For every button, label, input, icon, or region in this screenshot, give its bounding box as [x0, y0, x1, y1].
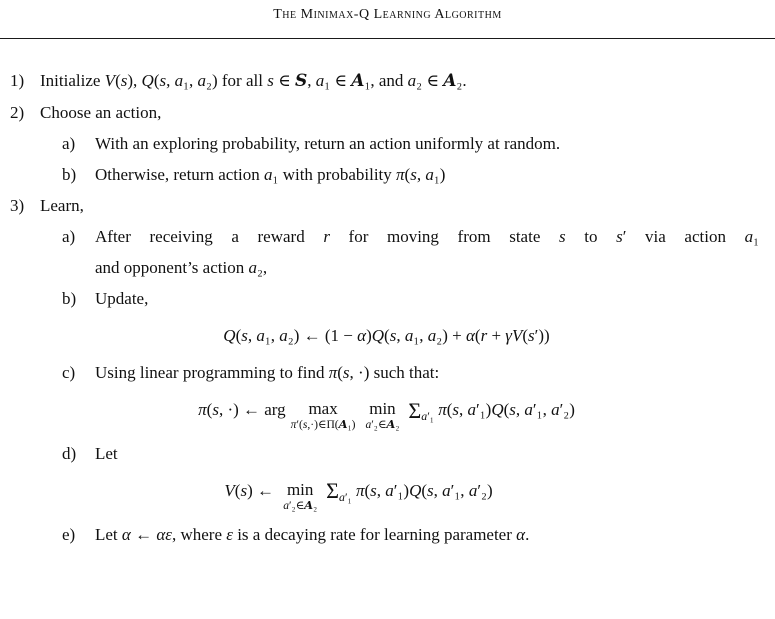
step-number: 1)	[10, 71, 25, 90]
step-3c	[8, 357, 765, 388]
math-run	[745, 227, 759, 246]
math-upright: ′₁)	[476, 400, 492, 419]
text-run: , where	[171, 524, 227, 544]
math-upright: )	[366, 326, 372, 345]
math-run	[313, 499, 317, 512]
text-run: With an exploring probability, return an action uniformly at random.	[95, 134, 561, 153]
math-variable: s	[302, 418, 308, 432]
math-upright: (	[234, 480, 241, 500]
math-variable: s	[509, 400, 516, 419]
math-variable: α	[121, 524, 131, 544]
operator-limits	[366, 418, 400, 431]
math-upright: ₁ ∈	[324, 71, 352, 90]
text-run: and opponent’s action	[95, 258, 249, 277]
math-variable: a	[248, 258, 257, 277]
math-upright: ₂	[313, 499, 318, 512]
step-text	[95, 283, 765, 314]
figure-title: The Minimax-Q Learning Algorithm	[273, 7, 502, 22]
math-variable: a	[365, 418, 372, 432]
limit-operator	[366, 400, 400, 431]
math-run	[223, 326, 549, 345]
math-variable: s	[342, 363, 350, 382]
math-upright: ₂	[395, 418, 400, 432]
math-run	[224, 481, 278, 500]
math-upright: +	[487, 326, 506, 345]
math-upright: ,	[396, 326, 405, 345]
math-upright: ′	[622, 227, 627, 246]
math-run	[105, 71, 218, 90]
subscript-run	[339, 490, 352, 504]
equation-value	[0, 475, 737, 513]
operator-limits	[291, 418, 356, 431]
math-variable: a	[197, 71, 207, 90]
text-run: for all	[217, 71, 268, 90]
calligraphic-symbol: A	[443, 71, 457, 91]
step-text	[40, 97, 765, 128]
math-upright: (	[446, 400, 453, 419]
math-variable: a	[468, 480, 478, 500]
math-variable: π	[290, 418, 297, 432]
step-letter: a)	[62, 134, 76, 153]
math-upright: ′₁)	[393, 480, 410, 500]
text-run: Otherwise, return action	[95, 165, 264, 184]
math-variable: a	[174, 71, 184, 90]
math-upright: ₁,	[183, 71, 198, 90]
math-variable: a	[551, 400, 560, 419]
text-run: via action	[626, 227, 745, 246]
math-upright: ′₂∈	[371, 418, 387, 432]
text-run: to	[565, 227, 617, 246]
math-variable: α	[357, 326, 367, 345]
math-variable: s	[120, 71, 128, 90]
step-letter: b)	[62, 165, 77, 184]
math-upright: ₂ ∈	[416, 71, 444, 90]
limit-operator	[291, 400, 356, 431]
math-run	[283, 499, 304, 512]
math-upright: ₁	[364, 71, 371, 90]
math-run	[267, 71, 295, 90]
math-variable: s	[616, 227, 623, 246]
sum-operator: Σ	[408, 397, 422, 423]
step-text	[95, 519, 765, 550]
step-2b	[8, 159, 765, 190]
math-variable: s	[240, 480, 248, 500]
sum-operator: Σ	[326, 478, 339, 504]
math-variable: r	[323, 227, 330, 246]
math-upright: ₁,	[264, 326, 280, 345]
math-run	[122, 525, 172, 544]
step-3	[8, 190, 765, 221]
math-variable: a	[427, 326, 437, 345]
math-run	[366, 418, 387, 431]
math-variable: s	[241, 326, 248, 345]
math-variable: a	[279, 326, 288, 345]
math-run	[352, 481, 493, 500]
step-letter: e)	[62, 524, 76, 544]
math-run	[291, 418, 339, 431]
text-run: such that:	[369, 363, 440, 382]
step-text	[95, 159, 765, 190]
math-upright: ′₂)	[477, 480, 493, 500]
math-upright: (	[364, 480, 371, 500]
math-variable: a	[407, 71, 417, 90]
math-upright: ₂	[456, 71, 463, 90]
step-letter: b)	[62, 289, 77, 308]
text-run: .	[525, 524, 530, 544]
math-upright: (	[337, 363, 343, 382]
math-run	[395, 418, 399, 431]
operator-name: min	[369, 399, 396, 419]
math-variable: s	[370, 480, 377, 500]
step-text	[95, 252, 765, 283]
math-variable: s	[427, 480, 434, 500]
math-variable: a	[338, 489, 345, 504]
step-3a	[8, 221, 765, 252]
math-upright: ,	[247, 326, 257, 345]
math-variable: r	[480, 326, 488, 345]
math-variable: Q	[491, 400, 504, 419]
math-upright: ),	[127, 71, 142, 90]
text-run: Choose an action,	[40, 103, 162, 122]
step-text	[95, 221, 765, 252]
math-upright: (	[153, 71, 160, 90]
step-letter: c)	[62, 363, 76, 382]
step-text	[40, 190, 765, 221]
math-upright: (	[384, 326, 390, 345]
step-1	[8, 65, 765, 97]
step-text	[95, 357, 765, 388]
math-run	[198, 400, 264, 419]
math-upright: ,	[166, 71, 175, 90]
math-upright: ′₁	[344, 489, 352, 504]
math-run	[307, 71, 351, 90]
math-upright: ,	[515, 400, 525, 419]
math-upright: ,	[376, 480, 386, 500]
math-upright: ′₂)	[559, 400, 575, 419]
text-run: Learn,	[40, 196, 84, 215]
math-upright: ′₁,	[532, 400, 552, 419]
math-variable: π	[328, 363, 338, 382]
text-run: After receiving a reward	[95, 227, 324, 246]
math-run	[396, 165, 445, 184]
calligraphic-symbol: A	[338, 417, 348, 432]
step-text	[95, 438, 765, 469]
math-variable: s	[159, 71, 167, 90]
operator-name: max	[308, 399, 338, 419]
math-upright: ,	[459, 400, 468, 419]
math-upright: ) ←	[247, 480, 279, 500]
math-upright: , ·) ←	[218, 400, 265, 419]
math-run	[323, 227, 330, 246]
step-3d	[8, 438, 765, 469]
math-variable: V	[104, 71, 116, 90]
math-variable: s	[528, 326, 535, 345]
math-upright: ,	[416, 165, 426, 184]
text-run: arg	[264, 400, 286, 419]
math-variable: a	[425, 165, 434, 184]
math-run	[559, 227, 566, 246]
subscript-run	[421, 409, 434, 423]
math-upright: (	[404, 165, 411, 184]
math-upright: ₁	[272, 165, 279, 184]
step-letter: d)	[62, 443, 77, 463]
math-upright: (	[115, 71, 121, 90]
math-upright: ₁,	[413, 326, 428, 345]
math-upright: ₁	[753, 227, 759, 246]
text-run: , and	[370, 71, 408, 90]
math-variable: Q	[141, 71, 154, 90]
step-letter: a)	[62, 227, 76, 246]
equation-policy	[8, 394, 765, 432]
math-variable: a	[256, 326, 265, 345]
math-upright: ′(	[296, 418, 303, 432]
math-upright: ₂)	[206, 71, 218, 90]
operator-name: min	[286, 480, 314, 500]
math-variable: s	[452, 400, 460, 419]
math-upright: ←	[130, 524, 157, 544]
step-text	[95, 128, 765, 159]
math-upright: ₂	[256, 258, 263, 277]
math-upright: , ·)	[349, 363, 370, 382]
math-upright: ′₂∈	[289, 499, 305, 512]
algorithm-body	[0, 39, 775, 550]
equation-content	[198, 397, 575, 432]
text-run: Let	[95, 524, 122, 544]
math-variable: s	[410, 165, 417, 184]
math-upright: (	[474, 326, 481, 345]
math-variable: αε	[156, 524, 172, 544]
math-variable: a	[421, 408, 428, 423]
step-3b	[8, 283, 765, 314]
math-variable: Q	[223, 326, 236, 345]
calligraphic-symbol: S	[294, 71, 308, 91]
step-2a	[8, 128, 765, 159]
calligraphic-symbol: A	[386, 417, 396, 432]
math-upright: ₂) ← (1 −	[287, 326, 358, 345]
calligraphic-symbol: A	[351, 71, 365, 91]
math-upright: ,	[307, 71, 316, 90]
math-variable: a	[404, 326, 414, 345]
math-upright: (	[421, 480, 428, 500]
math-run	[226, 525, 233, 544]
math-variable: Q	[409, 480, 422, 500]
operator-limits	[283, 499, 317, 512]
math-run	[434, 400, 575, 419]
step-number: 3)	[10, 196, 25, 215]
text-run: Let	[95, 443, 118, 463]
text-run: ,	[262, 258, 268, 277]
math-variable: a	[744, 227, 754, 246]
math-upright: (	[235, 326, 242, 345]
math-variable: s	[212, 400, 219, 419]
math-upright: ∈	[273, 71, 295, 90]
step-2	[8, 97, 765, 128]
math-variable: s	[558, 227, 566, 246]
step-number: 2)	[10, 103, 25, 122]
math-variable: a	[283, 499, 290, 512]
math-variable: ε	[226, 524, 233, 544]
text-run: Update,	[95, 289, 149, 308]
math-run	[516, 525, 525, 544]
math-run	[348, 418, 356, 431]
math-variable: a	[385, 480, 394, 500]
math-variable: α	[465, 326, 475, 345]
math-variable: Q	[371, 326, 385, 345]
math-variable: a	[442, 480, 451, 500]
limit-operator	[283, 481, 317, 512]
step-3e	[8, 519, 765, 550]
math-variable: a	[524, 400, 533, 419]
math-variable: γV	[505, 326, 523, 345]
equation-content	[223, 326, 549, 345]
text-run: with probability	[278, 165, 397, 184]
math-run	[264, 165, 278, 184]
math-run	[408, 71, 444, 90]
math-upright: ₁)	[433, 165, 446, 184]
math-variable: π	[438, 400, 447, 419]
math-upright: ′₁,	[450, 480, 469, 500]
equation-content	[224, 478, 493, 512]
math-upright: ₂) +	[436, 326, 466, 345]
math-variable: V	[224, 480, 235, 500]
math-variable: α	[516, 524, 526, 544]
math-run	[616, 227, 626, 246]
math-variable: a	[264, 165, 273, 184]
math-variable: π	[396, 165, 405, 184]
text-run: .	[462, 71, 467, 90]
math-run	[329, 363, 370, 382]
step-3a-continuation	[8, 252, 765, 283]
text-run: Using linear programming to find	[95, 363, 329, 382]
math-upright: ′))	[534, 326, 550, 345]
text-run: for moving from state	[329, 227, 559, 246]
text-run: Initialize	[40, 71, 105, 90]
math-upright: ,	[433, 480, 443, 500]
math-variable: π	[355, 480, 365, 500]
text-run: is a decaying rate for learning parameter	[232, 524, 517, 544]
math-variable: π	[198, 400, 207, 419]
math-upright: ′₁	[427, 408, 434, 423]
calligraphic-symbol: A	[304, 498, 314, 512]
math-variable: s	[267, 71, 274, 90]
math-variable: s	[389, 326, 397, 345]
math-upright: (	[503, 400, 510, 419]
math-run	[248, 258, 262, 277]
math-upright: ,·)∈Π(	[307, 418, 339, 432]
math-upright: (	[206, 400, 213, 419]
math-upright: ₁)	[347, 418, 356, 432]
math-variable: a	[467, 400, 477, 419]
equation-q-update	[8, 320, 765, 351]
math-upright: (	[522, 326, 529, 345]
step-text	[40, 65, 765, 97]
math-variable: a	[315, 71, 325, 90]
